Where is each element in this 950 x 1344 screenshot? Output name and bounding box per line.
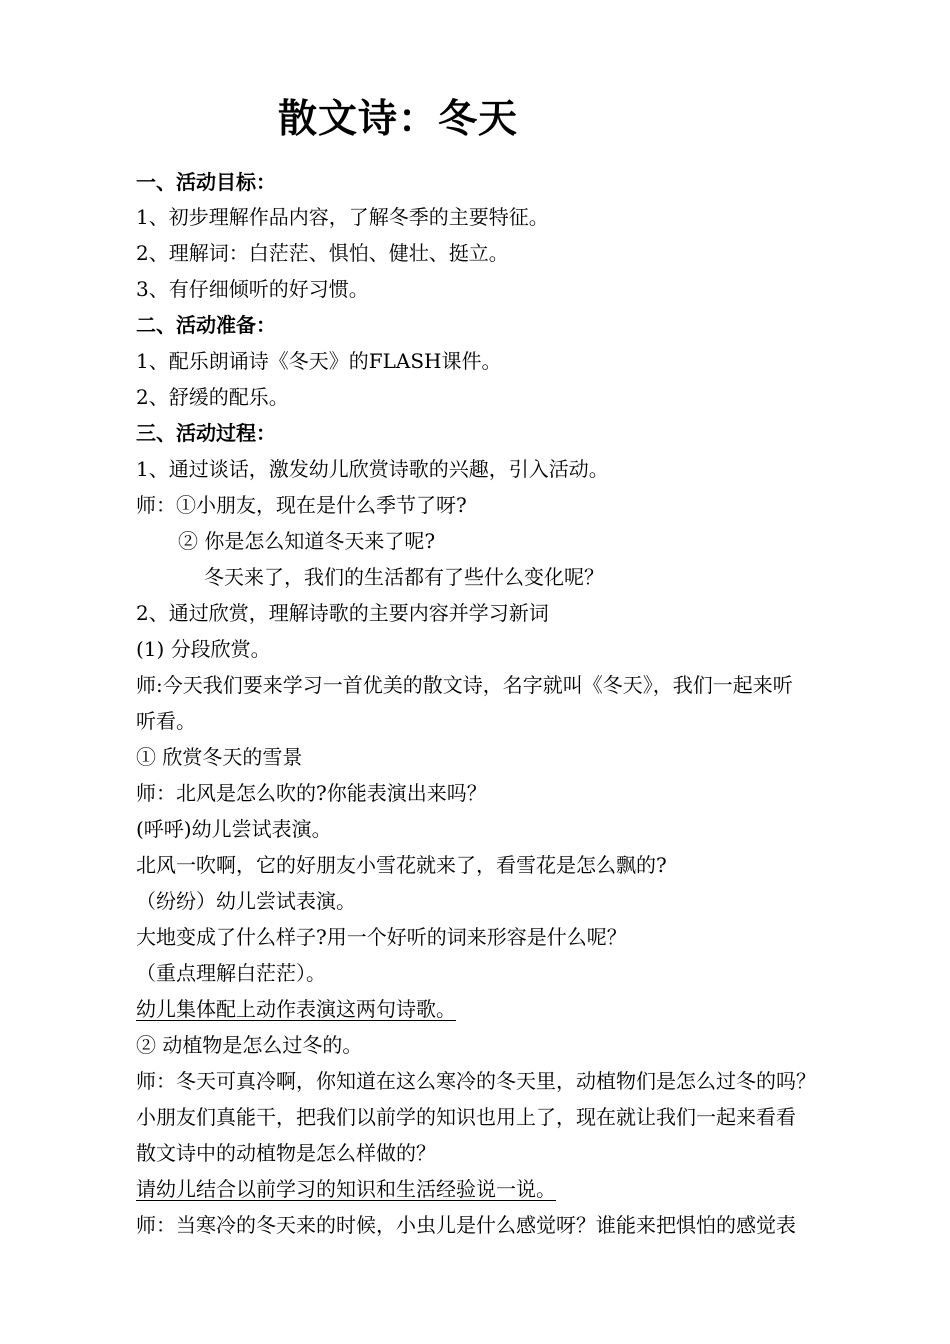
process-line: 1、通过谈话，激发幼儿欣赏诗歌的兴趣，引入活动。 xyxy=(136,457,609,481)
process-line: 冬天来了，我们的生活都有了些什么变化呢？ xyxy=(204,565,604,589)
process-line: ① 欣赏冬天的雪景 xyxy=(136,745,303,769)
process-line: (1) 分段欣赏。 xyxy=(136,637,271,661)
process-line: 小朋友们真能干，把我们以前学的知识也用上了，现在就让我们一起来看看 xyxy=(136,1105,796,1129)
section-heading-process: 三、活动过程： xyxy=(136,421,276,445)
goal-item: 2、理解词：白茫茫、惧怕、健壮、挺立。 xyxy=(136,241,509,265)
process-line: 师：冬天可真冷啊，你知道在这么寒冷的冬天里，动植物们是怎么过冬的吗？ xyxy=(136,1069,816,1093)
process-line-underlined: 幼儿集体配上动作表演这两句诗歌。 xyxy=(136,997,456,1021)
process-line: （纷纷）幼儿尝试表演。 xyxy=(136,889,356,913)
process-line: 大地变成了什么样子?用一个好听的词来形容是什么呢？ xyxy=(136,925,627,949)
process-line: 2、通过欣赏，理解诗歌的主要内容并学习新词 xyxy=(136,601,549,625)
process-line: ② 你是怎么知道冬天来了呢? xyxy=(178,529,436,553)
section-heading-goals: 一、活动目标： xyxy=(136,170,276,194)
section-heading-preparation: 二、活动准备： xyxy=(136,313,276,337)
preparation-item: 1、配乐朗诵诗《冬天》的FLASH课件。 xyxy=(136,349,502,373)
process-line: 师：①小朋友，现在是什么季节了呀? xyxy=(136,493,467,517)
process-line: 师:今天我们要来学习一首优美的散文诗，名字就叫《冬天》，我们一起来听 xyxy=(136,673,793,697)
process-line: (呼呼)幼儿尝试表演。 xyxy=(136,817,332,841)
process-line: ② 动植物是怎么过冬的。 xyxy=(136,1033,363,1057)
process-line-underlined: 请幼儿结合以前学习的知识和生活经验说一说。 xyxy=(136,1177,556,1201)
preparation-item: 2、舒缓的配乐。 xyxy=(136,385,289,409)
process-line: 师：当寒冷的冬天来的时候，小虫儿是什么感觉呀？谁能来把惧怕的感觉表 xyxy=(136,1213,796,1237)
process-line: 散文诗中的动植物是怎么样做的？ xyxy=(136,1141,436,1165)
goal-item: 1、初步理解作品内容，了解冬季的主要特征。 xyxy=(136,205,549,229)
document-title: 散文诗：冬天 xyxy=(278,96,519,142)
process-line: 师：北风是怎么吹的?你能表演出来吗？ xyxy=(136,781,487,805)
goal-item: 3、有仔细倾听的好习惯。 xyxy=(136,277,369,301)
process-line: 北风一吹啊，它的好朋友小雪花就来了，看雪花是怎么飘的? xyxy=(136,853,667,877)
process-line: （重点理解白茫茫）。 xyxy=(136,961,326,985)
process-line: 听看。 xyxy=(136,709,196,733)
